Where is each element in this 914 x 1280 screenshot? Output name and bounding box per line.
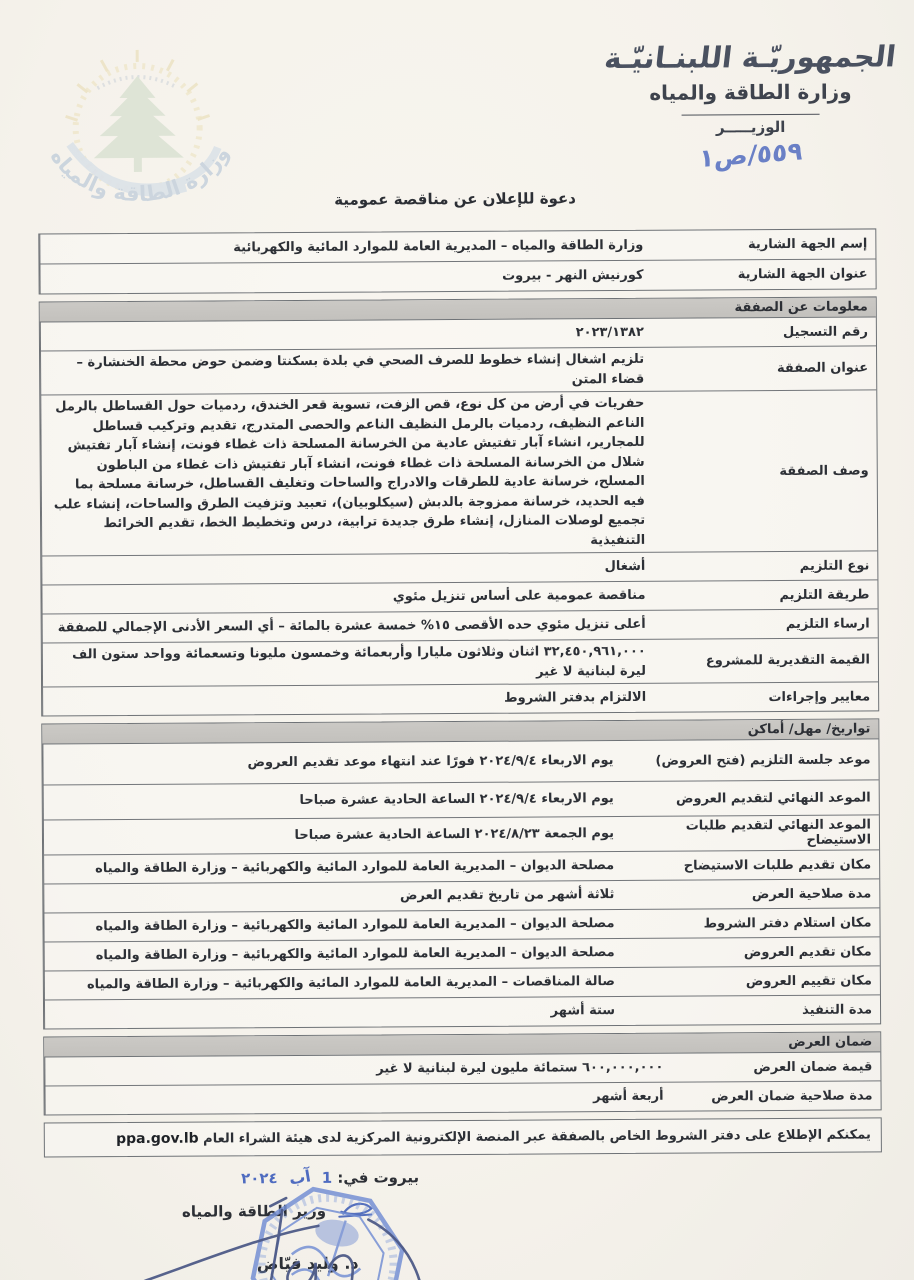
field-value: مصلحة الديوان – المديرية العامة للموارد المائية والكهربائية – وزارة الطاقة والمياه: [43, 910, 623, 942]
field-label: مدة التنفيذ: [802, 1001, 873, 1018]
field-label: موعد جلسة التلزيم (فتح العروض): [655, 751, 871, 769]
field-value: صالة المناقصات – المديرية العامة للموارد المائية والكهربائية – وزارة الطاقة والمياه: [44, 968, 624, 1000]
field-label: مدة صلاحية ضمان العرض: [711, 1087, 873, 1104]
table-row: [44, 995, 880, 1028]
field-value: ٦٠٠,٠٠٠,٠٠٠ ستمائة مليون ليرة لبنانية لا غير: [44, 1054, 672, 1086]
deal-info-table: [39, 296, 880, 716]
handwritten-signature: [144, 1197, 455, 1280]
table-row: [45, 1081, 881, 1114]
field-value: ٣٢,٤٥٠,٩٦١,٠٠٠ اثنان وثلاثون مليارا وأربعمائة وخمسون مليونا وتسعمائة وواحد ستون الف ليرة لبنانية لا غير: [42, 640, 655, 687]
field-label: رقم التسجيل: [782, 323, 868, 340]
field-value: يوم الجمعة ٢٠٢٤/٨/٢٣ الساعة الحادية عشرة صباحا: [43, 817, 623, 855]
table-row: [42, 739, 878, 785]
section-header: معلومات عن الصفقة: [40, 297, 876, 322]
field-value: أربعة أشهر: [45, 1083, 673, 1115]
field-value: حفريات في أرض من كل نوع، قص الزفت، تسوية قعر الخندق، ردميات حول القساطل بالرمل الناعم النظيف، ردميات بالرمل النظيف الناعم والحصى المتدرج، تقديم وتركيب قساطل للمجارير، انشاء آبار تفتيش عادية من الخرسانة المسلحة ذات غطاء فونت، إنشاء آبار تفتيش شلال من الخرسانة المسلحة ذات غطاء فونت، انشاء آبار تفتيش ذات غطاء من الباطون المسلح، خرسانة عادية للطرقات والادراج والساحات وتغليف القساطل، خرسانة مسلحة بما فيه الحديد، خرسانة ممزوجة بالدبش (سيكلوبيان)، تعبيد وتزفيت الطرق والساحات، إنشاء علب تجميع لوصلات المنازل، إنشاء طرق جديدة ترابية، درس وتخطيط الخط، تقديم الخرائط التنفيذية: [40, 392, 654, 556]
field-value: الالتزام بدفتر الشروط: [42, 684, 655, 716]
table-row: [39, 259, 875, 293]
republic-title: الجمهوريّـة اللبنـانيّـة: [602, 39, 898, 76]
field-value: مناقصة عمومية على أساس تنزيل مئوي: [41, 582, 654, 614]
field-label: القيمة التقديرية للمشروع: [705, 652, 870, 669]
logo-caption: وزارة الطاقة والمياه: [45, 142, 234, 207]
date-year-stamped: ٢٠٢٤: [240, 1169, 278, 1188]
cedar-tree-icon: [93, 76, 184, 173]
field-label: نوع التلزيم: [799, 557, 870, 574]
field-label: مدة صلاحية العرض: [751, 885, 872, 902]
table-row: [42, 682, 878, 715]
field-label: ارساء التلزيم: [785, 615, 870, 632]
field-value: كورنيش النهر - بيروت: [39, 261, 652, 294]
field-label: مكان تقديم طلبات الاستيضاح: [683, 856, 872, 874]
field-value: أعلى تنزيل مئوي حده الأقصى ١٥% خمسة عشرة بالمائة – أي السعر الأدنى الإجمالي للصفقة: [42, 611, 655, 643]
field-value: أشغال: [41, 553, 654, 585]
letterhead: [595, 39, 906, 174]
table-row: [43, 780, 879, 820]
field-value: يوم الاربعاء ٢٠٢٤/٩/٤ الساعة الحادية عشرة صباحا: [43, 782, 623, 820]
field-label: مكان استلام دفتر الشروط: [703, 914, 872, 932]
notice-text: يمكنكم الإطلاع على دفتر الشروط الخاص بالصفقة عبر المنصة الإلكترونية المركزية لدى هيئة الشراء العام: [198, 1127, 871, 1147]
field-label: مكان تقديم العروض: [743, 943, 872, 960]
bid-bond-table: [43, 1031, 881, 1115]
minister-heading: الوزيـــــر: [715, 118, 786, 137]
ministry-name: وزارة الطاقة والمياه: [649, 80, 852, 106]
field-label: قيمة ضمان العرض: [753, 1058, 873, 1075]
field-value: ستة أشهر: [44, 997, 624, 1029]
field-label: معايير وإجراءات: [768, 688, 871, 705]
field-value: ثلاثة أشهر من تاريخ تقديم العرض: [43, 881, 623, 913]
document-title: دعوة للإعلان عن مناقصة عمومية: [334, 189, 576, 209]
eprocurement-notice: [44, 1117, 882, 1157]
field-label: عنوان الصفقة: [776, 360, 869, 377]
handwritten-ref-number: ٥٥٩/ص١: [698, 136, 804, 174]
official-stamp-and-signature: [132, 1175, 499, 1280]
field-value: مصلحة الديوان – المديرية العامة للموارد المائية والكهربائية – وزارة الطاقة والمياه: [43, 852, 623, 884]
table-row: [43, 815, 879, 855]
letterhead-divider: [682, 114, 820, 116]
date-prefix: بيروت في:: [337, 1168, 420, 1187]
field-value: يوم الاربعاء ٢٠٢٤/٩/٤ فورًا عند انتهاء موعد تقديم العروض: [42, 741, 622, 785]
field-label: الموعد النهائي لتقديم العروض: [675, 789, 871, 807]
field-label: الموعد النهائي لتقديم طلبات الاستيضاح: [685, 817, 872, 848]
minister-name: د. وليد فيّاض: [256, 1253, 359, 1274]
field-label: عنوان الجهة الشارية: [737, 266, 868, 283]
date-month-handwritten: آب: [287, 1166, 312, 1189]
table-row: [40, 346, 876, 395]
dates-places-table: [41, 718, 881, 1029]
ppa-url-text: ppa.gov.lb: [116, 1130, 199, 1148]
field-label: مكان تقييم العروض: [745, 972, 872, 989]
table-row: [40, 390, 877, 556]
field-label: وصف الصفقة: [779, 462, 869, 479]
table-row: [42, 638, 878, 687]
date-day-handwritten: 1: [321, 1168, 333, 1187]
field-value: تلزيم اشغال إنشاء خطوط للصرف الصحي في بلدة بسكنتا وضمن حوض محطة الخنشارة – قضاء المتن: [40, 348, 653, 395]
document-body: [38, 228, 883, 1280]
signature-block: [44, 1158, 883, 1280]
section-header: تواريخ/ مهل/ أماكن: [42, 719, 878, 744]
field-value: وزارة الطاقة والمياه – المديرية العامة للموارد المائية والكهربائية: [39, 231, 652, 264]
buyer-table: [38, 228, 876, 294]
field-value: ٢٠٢٣/١٣٨٢: [40, 319, 653, 351]
section-header: ضمان العرض: [44, 1032, 880, 1057]
minister-role-label: وزير الطاقة والمياه: [181, 1201, 327, 1221]
field-value: مصلحة الديوان – المديرية العامة للموارد المائية والكهربائية – وزارة الطاقة والمياه: [44, 939, 624, 971]
field-label: طريقة التلزيم: [779, 586, 870, 603]
field-label: إسم الجهة الشارية: [747, 236, 868, 253]
